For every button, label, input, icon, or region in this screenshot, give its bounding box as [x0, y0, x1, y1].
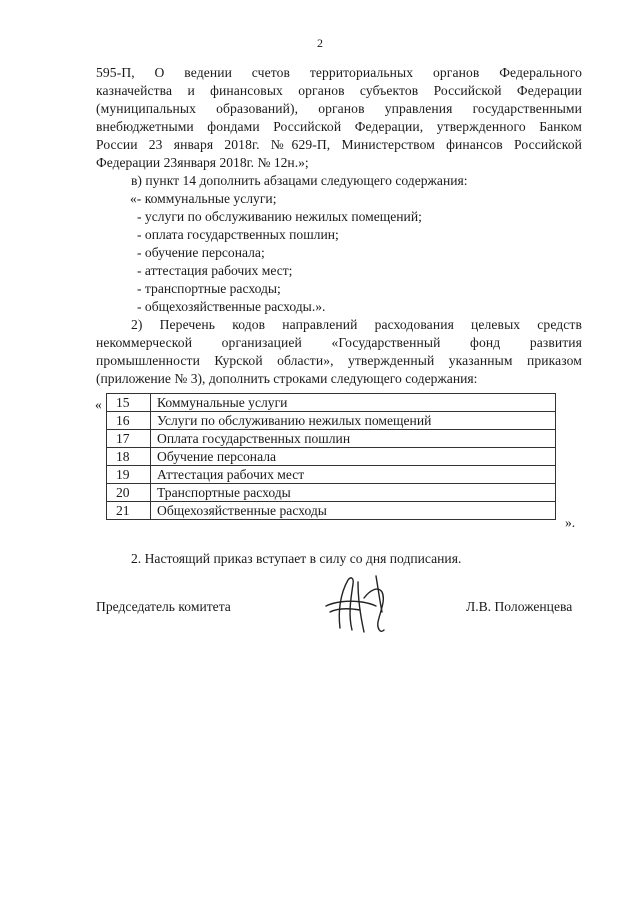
table-row — [107, 412, 556, 430]
code-cell: 17 — [107, 430, 151, 448]
name-cell: Коммунальные услуги — [151, 394, 556, 412]
list-item: - оплата государственных пошлин; — [137, 227, 339, 242]
item2-line-2: некоммерческой организацией «Государственный фонд развития — [96, 335, 582, 350]
list-item: - аттестация рабочих мест; — [137, 263, 293, 278]
intro-line-1: 595-П, О ведении счетов территориальных органов Федерального — [96, 65, 582, 80]
item2-last-line: (приложение № 3), дополнить строками следующего содержания: — [96, 371, 478, 386]
code-cell: 21 — [107, 502, 151, 520]
item2-line-1: 2) Перечень кодов направлений расходования целевых средств — [131, 317, 582, 332]
signatory-name: Л.В. Положенцева — [466, 599, 573, 614]
item2-line-3: промышленности Курской области», утвержденный указанным приказом — [96, 353, 582, 368]
point-v-text: в) пункт 14 дополнить абзацами следующего содержания: — [131, 173, 468, 188]
code-cell: 19 — [107, 466, 151, 484]
intro-line-5: России 23 января 2018г. №629-П, Министерством финансов Российской — [96, 137, 582, 152]
table-row — [107, 448, 556, 466]
page-number: 2 — [317, 36, 323, 50]
list-item: - общехозяйственные расходы.». — [137, 299, 326, 314]
codes-table — [106, 393, 556, 520]
name-cell: Обучение персонала — [151, 448, 556, 466]
final-clause: 2. Настоящий приказ вступает в силу со дня подписания. — [131, 551, 462, 566]
list-item: «- коммунальные услуги; — [130, 191, 277, 206]
intro-line-3: (муниципальных образований), органов управления государственными — [96, 101, 582, 116]
name-cell: Услуги по обслуживанию нежилых помещений — [151, 412, 556, 430]
list-item: - обучение персонала; — [137, 245, 265, 260]
table-row — [107, 430, 556, 448]
signatory-title: Председатель комитета — [96, 599, 231, 614]
handwritten-signature — [318, 568, 408, 640]
table-row — [107, 502, 556, 520]
name-cell: Транспортные расходы — [151, 484, 556, 502]
intro-line-2: казначейства и финансовых органов субъектов Российской Федерации — [96, 83, 582, 98]
table-row — [107, 466, 556, 484]
name-cell: Общехозяйственные расходы — [151, 502, 556, 520]
list-item: - услуги по обслуживанию нежилых помещений; — [137, 209, 422, 224]
code-cell: 20 — [107, 484, 151, 502]
name-cell: Оплата государственных пошлин — [151, 430, 556, 448]
code-cell: 18 — [107, 448, 151, 466]
name-cell: Аттестация рабочих мест — [151, 466, 556, 484]
intro-last-line: Федерации 23января 2018г. № 12н.»; — [96, 155, 309, 170]
table-row — [107, 484, 556, 502]
table-row — [107, 394, 556, 412]
intro-line-4: внебюджетными фондами Российской Федерации, утвержденного Банком — [96, 119, 582, 134]
list-item: - транспортные расходы; — [137, 281, 281, 296]
opening-quote: « — [95, 397, 102, 412]
code-cell: 16 — [107, 412, 151, 430]
code-cell: 15 — [107, 394, 151, 412]
closing-quote: ». — [565, 515, 576, 530]
